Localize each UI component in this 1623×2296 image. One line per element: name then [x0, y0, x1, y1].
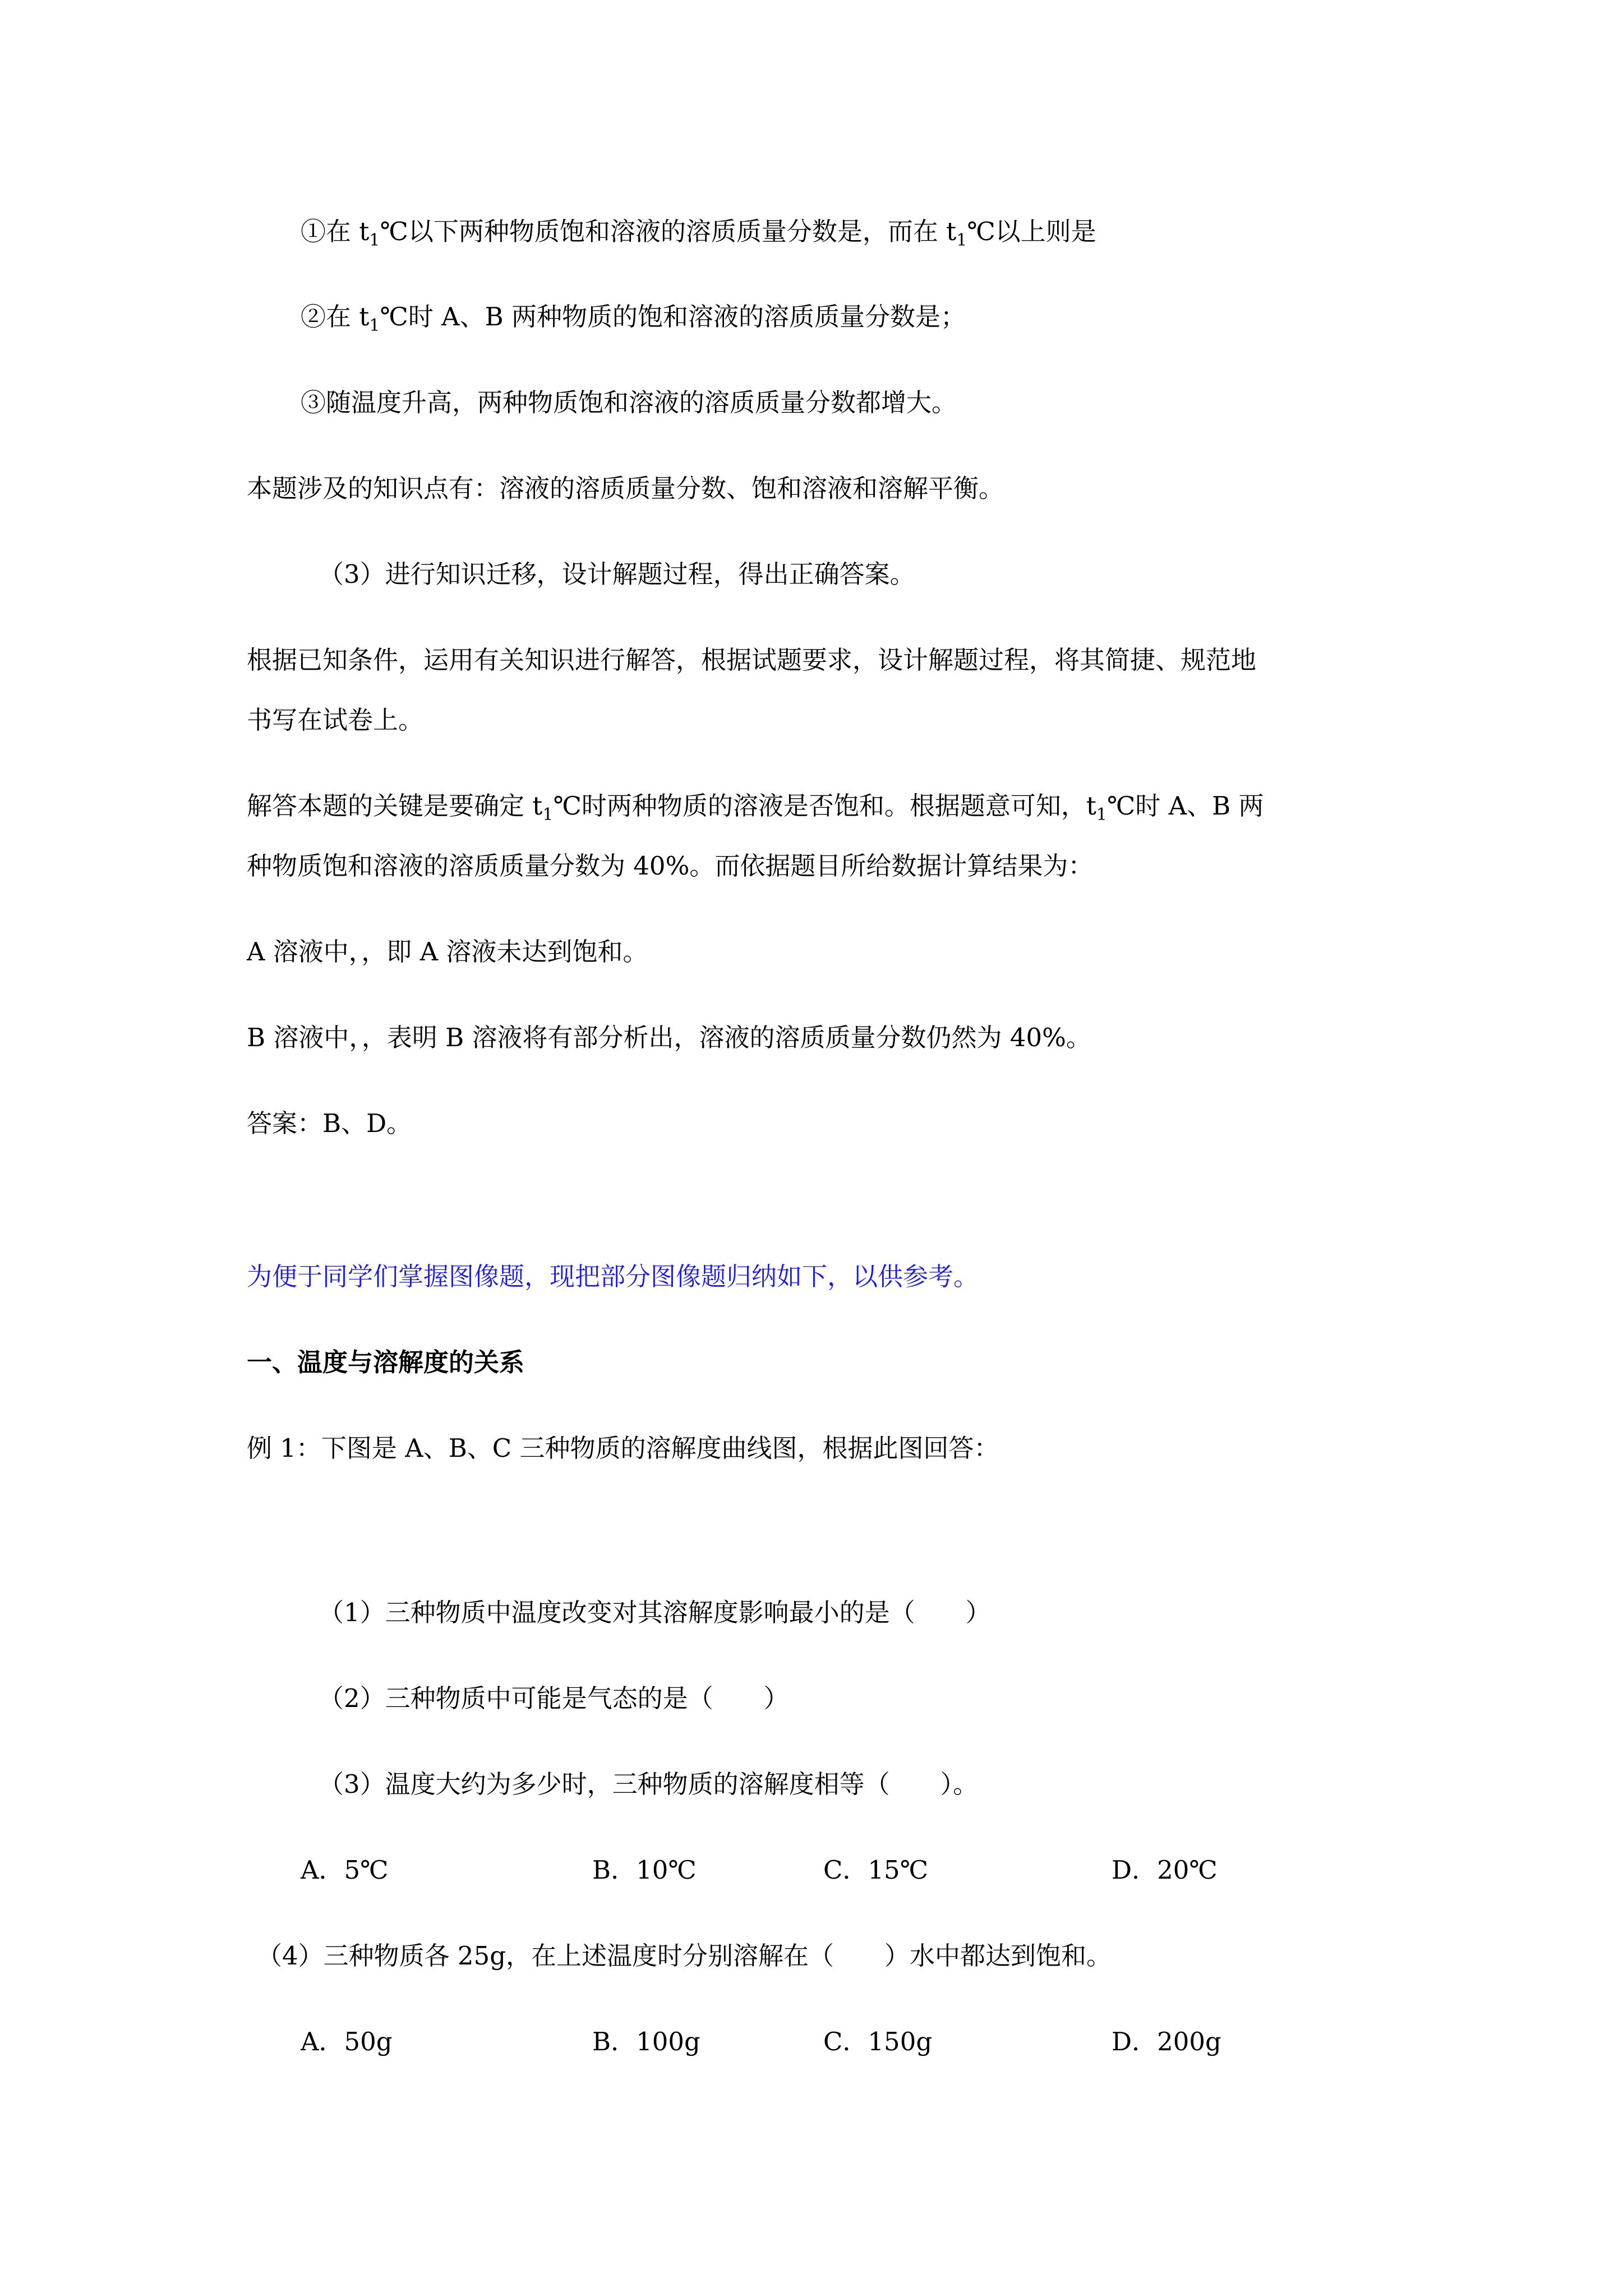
text-part: ℃以下两种物质饱和溶液的溶质质量分数是，而在 t: [380, 217, 957, 246]
option-c: C．15℃: [823, 1855, 929, 1885]
text-part: ②在 t: [301, 302, 370, 332]
question-3: （3）温度大约为多少时，三种物质的溶解度相等（ ）。: [319, 1769, 979, 1799]
analysis-point-1: [301, 215, 1096, 252]
step-3-heading: （3）进行知识迁移，设计解题过程，得出正确答案。: [319, 559, 915, 589]
subscript: 1: [956, 231, 967, 250]
key-paragraph-line-2: 种物质饱和溶液的溶质质量分数为 40%。而依据题目所给数据计算结果为：: [247, 851, 1094, 881]
analysis-point-2: [301, 300, 966, 337]
example-1-intro: 例 1：下图是 A、B、C 三种物质的溶解度曲线图，根据此图回答：: [247, 1433, 999, 1463]
option-a: A．50g: [301, 2027, 393, 2056]
knowledge-points: 本题涉及的知识点有：溶液的溶质质量分数、饱和溶液和溶解平衡。: [247, 473, 1004, 503]
question-1: （1）三种物质中温度改变对其溶解度影响最小的是（ ）: [319, 1598, 991, 1627]
option-c: C．150g: [823, 2027, 933, 2056]
text-part: ℃时两种物质的溶液是否饱和。根据题意可知，t: [553, 791, 1096, 821]
key-paragraph-line-1: [247, 789, 1264, 826]
text-part: 解答本题的关键是要确定 t: [247, 791, 543, 821]
subscript: 1: [1096, 805, 1108, 825]
option-d: D．200g: [1112, 2027, 1221, 2056]
blue-note: 为便于同学们掌握图像题，现把部分图像题归纳如下，以供参考。: [247, 1262, 979, 1291]
subscript: 1: [369, 231, 380, 250]
step-3-paragraph-line-2: 书写在试卷上。: [247, 705, 424, 735]
answer: 答案：B、D。: [247, 1108, 412, 1138]
question-2: （2）三种物质中可能是气态的是（ ）: [319, 1683, 789, 1713]
text-part: ①在 t: [301, 217, 370, 246]
analysis-point-3: ③随温度升高，两种物质饱和溶液的溶质质量分数都增大。: [301, 388, 957, 417]
text-part: ℃以上则是: [967, 217, 1096, 246]
option-b: B．100g: [592, 2027, 700, 2056]
step-3-paragraph-line-1: 根据已知条件，运用有关知识进行解答，根据试题要求，设计解题过程，将其简捷、规范地: [247, 645, 1257, 675]
text-part: ℃时 A、B 两: [1107, 791, 1264, 821]
subscript: 1: [369, 316, 380, 335]
question-3-options: [0, 1853, 1623, 1887]
solution-b: B 溶液中，，表明 B 溶液将有部分析出，溶液的溶质质量分数仍然为 40%。: [247, 1023, 1091, 1052]
section-heading: 一、温度与溶解度的关系: [247, 1347, 525, 1377]
option-a: A．5℃: [301, 1855, 389, 1885]
option-b: B．10℃: [592, 1855, 697, 1885]
subscript: 1: [542, 805, 554, 825]
question-4-options: [0, 2025, 1623, 2059]
option-d: D．20℃: [1112, 1855, 1218, 1885]
text-part: ℃时 A、B 两种物质的饱和溶液的溶质质量分数是；: [380, 302, 966, 332]
question-4: （4）三种物质各 25g，在上述温度时分别溶解在（ ）水中都达到饱和。: [257, 1941, 1112, 1971]
solution-a: A 溶液中，，即 A 溶液未达到饱和。: [247, 937, 648, 967]
